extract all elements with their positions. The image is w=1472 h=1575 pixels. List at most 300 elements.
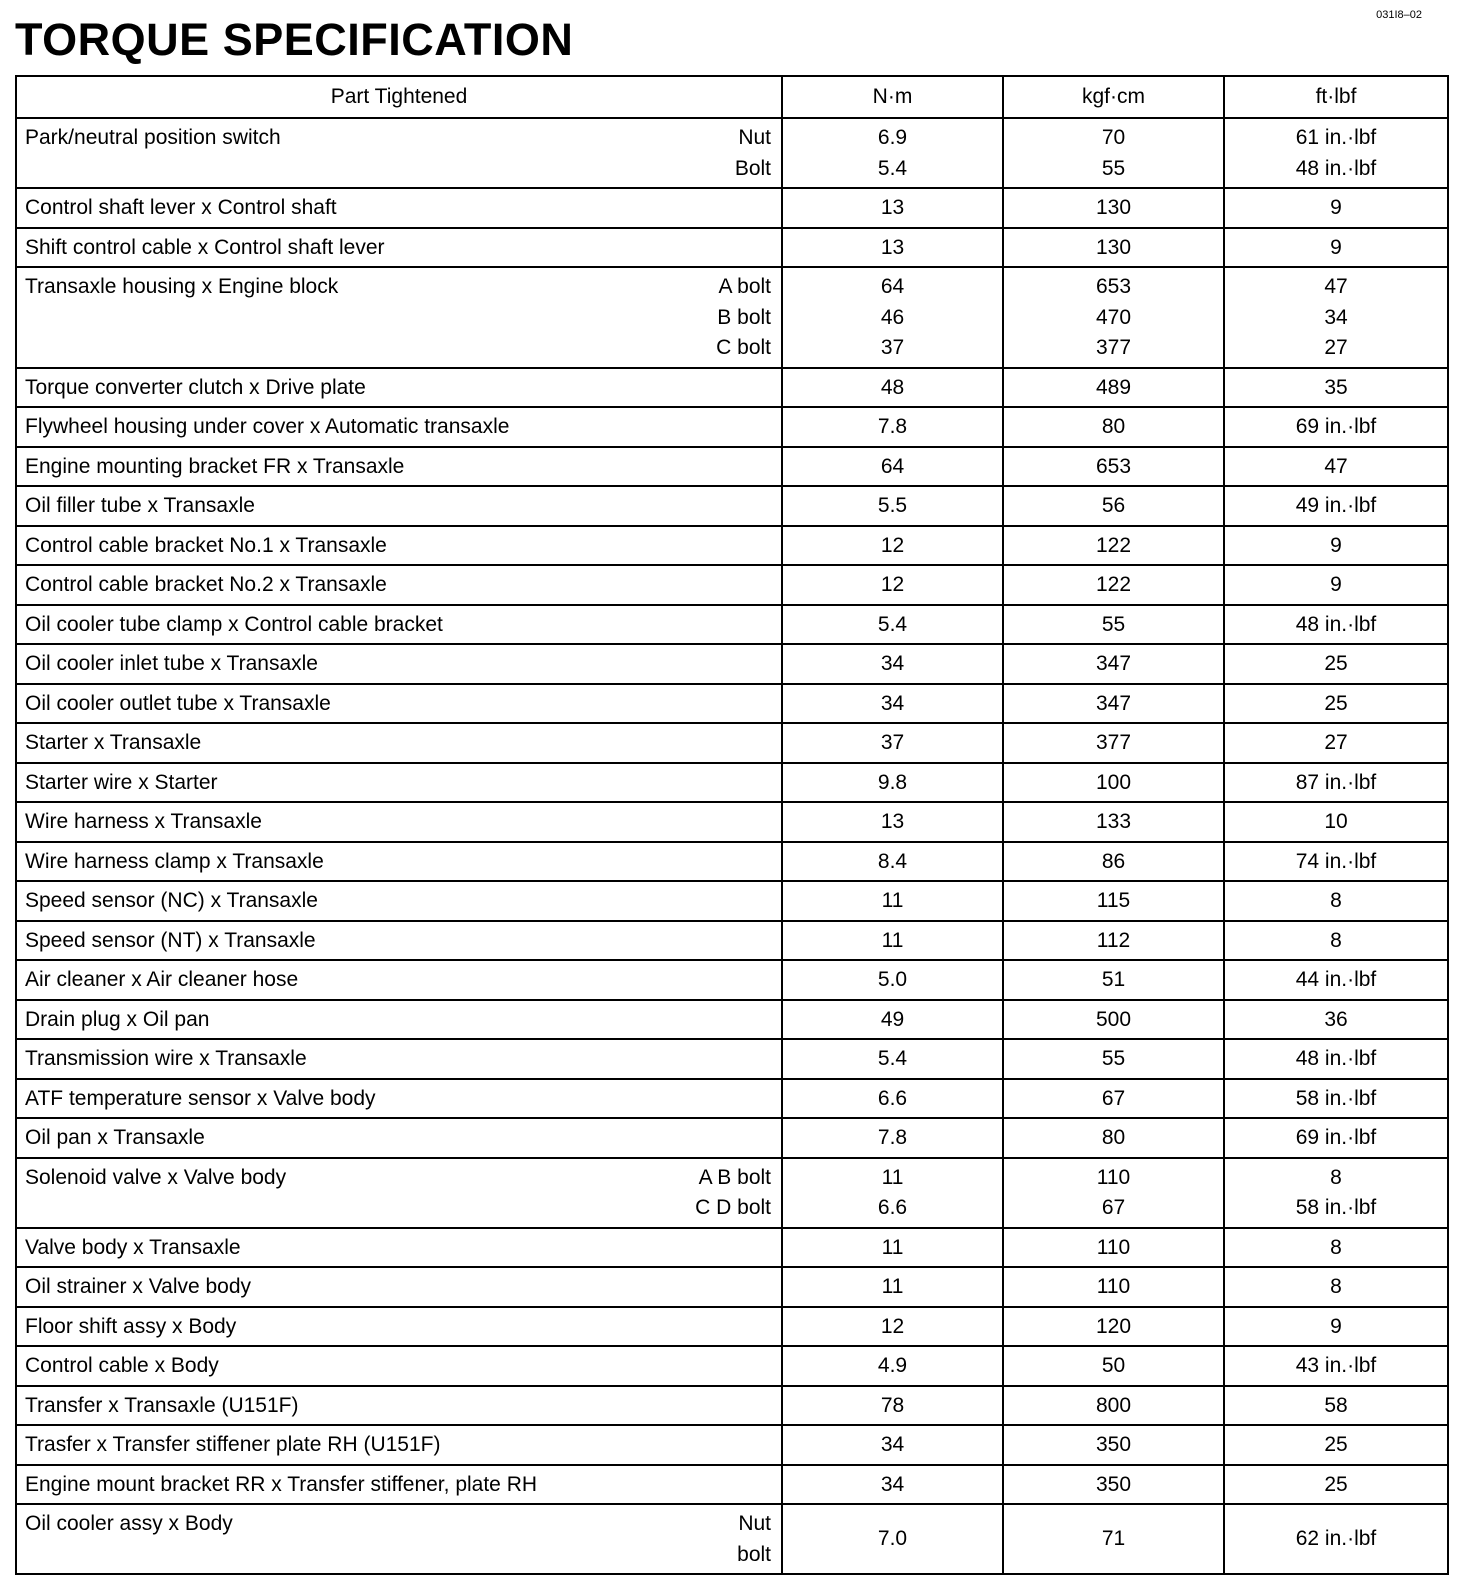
kgf-cm-cell [1003, 447, 1224, 487]
table-row [16, 1228, 1448, 1268]
kgf-cm-cell [1003, 842, 1224, 882]
nm-cell [782, 526, 1003, 566]
ft-lbf-cell [1224, 1039, 1448, 1079]
torque-value: 9 [1330, 533, 1342, 557]
torque-value: 5.4 [877, 612, 908, 636]
torque-value: 11 [881, 928, 904, 952]
torque-value: 9.8 [877, 770, 908, 794]
nm-cell [782, 1079, 1003, 1119]
torque-value: 122 [1095, 533, 1132, 557]
ft-lbf-cell [1224, 228, 1448, 268]
part-cell [16, 228, 782, 268]
nm-cell [782, 802, 1003, 842]
ft-lbf-cell [1224, 447, 1448, 487]
kgf-cm-cell [1003, 228, 1224, 268]
part-name: Oil strainer x Valve body [25, 1275, 252, 1298]
torque-value: 55 [1101, 156, 1126, 180]
kgf-cm-cell [1003, 802, 1224, 842]
part-name: Starter wire x Starter [25, 770, 218, 794]
table-row [16, 526, 1448, 566]
part-name: Oil pan x Transaxle [25, 1126, 205, 1149]
part-name: Air cleaner x Air cleaner hose [25, 968, 299, 991]
fastener-label: B bolt [717, 305, 771, 329]
part-cell [16, 644, 782, 684]
torque-value: 58 [1324, 1393, 1348, 1417]
torque-value: 130 [1095, 235, 1132, 259]
torque-value: 25 [1324, 652, 1348, 675]
kgf-cm-cell [1003, 881, 1224, 921]
spacer [25, 154, 773, 185]
part-name: Transaxle housing x Engine block [25, 275, 339, 298]
table-row [16, 447, 1448, 487]
torque-value: 34 [1324, 305, 1348, 329]
part-name: Starter x Transaxle [25, 731, 202, 754]
torque-value: 48 in.·lbf [1295, 1047, 1377, 1070]
nm-cell [782, 188, 1003, 228]
ft-lbf-cell [1224, 1346, 1448, 1386]
nm-cell [782, 1000, 1003, 1040]
torque-value: 6.9 [877, 126, 908, 149]
part-name: Flywheel housing under cover x Automatic transaxle [25, 415, 510, 438]
torque-value: 115 [1096, 889, 1131, 912]
torque-value: 62 in.·lbf [1295, 1527, 1377, 1551]
ft-lbf-cell [1224, 723, 1448, 763]
nm-cell [782, 644, 1003, 684]
fastener-label: Bolt [734, 156, 771, 180]
torque-value: 130 [1095, 196, 1132, 219]
table-row [16, 118, 1448, 188]
torque-value: 12 [880, 1314, 905, 1338]
part-name: Control shaft lever x Control shaft [25, 196, 337, 219]
nm-cell [782, 605, 1003, 645]
ft-lbf-cell [1224, 1079, 1448, 1119]
nm-cell [782, 1346, 1003, 1386]
torque-value: 11 [881, 1235, 904, 1259]
part-name: Speed sensor (NT) x Transaxle [25, 928, 316, 952]
ft-lbf-cell [1224, 644, 1448, 684]
part-name: Engine mounting bracket FR x Transaxle [25, 454, 405, 478]
ft-lbf-cell [1224, 526, 1448, 566]
torque-value: 13 [880, 810, 905, 833]
torque-value: 36 [1324, 1007, 1348, 1031]
part-name: ATF temperature sensor x Valve body [25, 1086, 376, 1110]
table-row [16, 228, 1448, 268]
nm-cell [782, 1039, 1003, 1079]
table-row [16, 723, 1448, 763]
part-name: Control cable bracket No.2 x Transaxle [25, 573, 387, 596]
torque-value: 4.9 [877, 1354, 908, 1377]
part-cell [16, 1307, 782, 1347]
torque-value: 350 [1095, 1472, 1132, 1496]
torque-value: 55 [1101, 1047, 1126, 1070]
ft-lbf-cell [1224, 118, 1448, 188]
ft-lbf-cell [1224, 1158, 1448, 1228]
table-row [16, 1000, 1448, 1040]
kgf-cm-cell [1003, 1118, 1224, 1158]
part-name: Trasfer x Transfer stiffener plate RH (U151F) [25, 1433, 441, 1456]
kgf-cm-cell [1003, 1228, 1224, 1268]
torque-value: 86 [1101, 849, 1126, 873]
kgf-cm-cell [1003, 1307, 1224, 1347]
part-cell [16, 368, 782, 408]
torque-value: 67 [1101, 1196, 1126, 1219]
part-name: Control cable x Body [25, 1354, 219, 1377]
torque-value: 110 [1096, 1235, 1131, 1259]
part-name: Oil cooler outlet tube x Transaxle [25, 691, 331, 715]
table-row [16, 1158, 1448, 1228]
nm-cell [782, 1386, 1003, 1426]
table-row [16, 921, 1448, 961]
spacer [25, 303, 773, 334]
part-cell [16, 1465, 782, 1505]
fastener-labels [735, 123, 771, 184]
part-cell [16, 921, 782, 961]
torque-value: 58 in.·lbf [1295, 1196, 1377, 1219]
part-cell [16, 960, 782, 1000]
torque-value: 8 [1330, 889, 1342, 912]
kgf-cm-cell [1003, 486, 1224, 526]
ft-lbf-cell [1224, 960, 1448, 1000]
torque-value: 11 [881, 889, 904, 912]
part-cell [16, 565, 782, 605]
torque-value: 347 [1095, 652, 1132, 675]
spacer [25, 1540, 773, 1571]
table-row [16, 960, 1448, 1000]
torque-value: 8 [1330, 1235, 1342, 1259]
torque-value: 25 [1324, 1472, 1348, 1496]
part-name: Oil cooler inlet tube x Transaxle [25, 652, 318, 675]
document-code: 031I8–02 [1376, 9, 1422, 21]
kgf-cm-cell [1003, 407, 1224, 447]
part-cell [16, 1504, 782, 1574]
torque-value: 64 [880, 275, 905, 298]
table-row [16, 1425, 1448, 1465]
nm-cell [782, 1465, 1003, 1505]
table-row [16, 605, 1448, 645]
torque-value: 653 [1095, 275, 1132, 298]
nm-cell [782, 486, 1003, 526]
torque-value: 34 [880, 652, 905, 675]
torque-value: 48 in.·lbf [1295, 156, 1377, 180]
spacer [25, 333, 773, 364]
part-name: Engine mount bracket RR x Transfer stiffener, plate RH [25, 1472, 538, 1496]
torque-value: 110 [1096, 1275, 1131, 1298]
part-cell [16, 881, 782, 921]
torque-value: 56 [1101, 494, 1126, 517]
torque-value: 122 [1095, 573, 1132, 596]
table-row [16, 1386, 1448, 1426]
torque-value: 50 [1101, 1354, 1126, 1377]
torque-value: 8 [1330, 1165, 1342, 1189]
part-cell [16, 1267, 782, 1307]
nm-cell [782, 842, 1003, 882]
fastener-label: C bolt [716, 336, 771, 359]
ft-lbf-cell [1224, 565, 1448, 605]
torque-value: 78 [880, 1393, 905, 1417]
nm-cell [782, 1504, 1003, 1574]
nm-cell [782, 723, 1003, 763]
fastener-label: A B bolt [698, 1165, 771, 1189]
part-name: Shift control cable x Control shaft lever [25, 235, 385, 259]
torque-value: 112 [1096, 928, 1131, 952]
table-row [16, 486, 1448, 526]
nm-cell [782, 1118, 1003, 1158]
kgf-cm-cell [1003, 1079, 1224, 1119]
part-name: Transmission wire x Transaxle [25, 1047, 307, 1070]
ft-lbf-cell [1224, 188, 1448, 228]
part-name: Wire harness x Transaxle [25, 810, 262, 833]
torque-value: 500 [1095, 1007, 1132, 1031]
part-cell [16, 188, 782, 228]
part-cell [16, 1158, 782, 1228]
torque-value: 69 in.·lbf [1295, 415, 1377, 438]
part-cell [16, 486, 782, 526]
part-cell [16, 802, 782, 842]
nm-cell [782, 118, 1003, 188]
fastener-label: bolt [737, 1542, 771, 1566]
table-row [16, 1465, 1448, 1505]
torque-value: 11 [881, 1165, 904, 1189]
torque-value: 8 [1330, 928, 1342, 952]
part-cell [16, 723, 782, 763]
fastener-labels [695, 1163, 771, 1224]
ft-lbf-cell [1224, 802, 1448, 842]
torque-value: 5.5 [877, 494, 908, 517]
torque-value: 43 in.·lbf [1295, 1354, 1377, 1377]
torque-value: 5.4 [877, 156, 908, 180]
kgf-cm-cell [1003, 267, 1224, 368]
nm-cell [782, 684, 1003, 724]
part-name: Floor shift assy x Body [25, 1314, 237, 1338]
part-cell [16, 842, 782, 882]
torque-value: 35 [1324, 375, 1348, 399]
kgf-cm-cell [1003, 526, 1224, 566]
torque-value: 653 [1095, 454, 1132, 478]
torque-value: 7.8 [877, 1126, 908, 1149]
kgf-cm-cell [1003, 1039, 1224, 1079]
part-name: Transfer x Transaxle (U151F) [25, 1393, 299, 1417]
header-ft-lbf: ft·lbf [1224, 76, 1448, 118]
torque-value: 133 [1095, 810, 1132, 833]
part-cell [16, 1039, 782, 1079]
part-name: Wire harness clamp x Transaxle [25, 849, 324, 873]
kgf-cm-cell [1003, 960, 1224, 1000]
kgf-cm-cell [1003, 1504, 1224, 1574]
nm-cell [782, 1425, 1003, 1465]
part-name: Park/neutral position switch [25, 126, 281, 149]
fastener-label: A bolt [718, 275, 771, 298]
torque-value: 69 in.·lbf [1295, 1126, 1377, 1149]
part-name: Speed sensor (NC) x Transaxle [25, 889, 318, 912]
kgf-cm-cell [1003, 1267, 1224, 1307]
fastener-labels [716, 272, 771, 364]
kgf-cm-cell [1003, 188, 1224, 228]
torque-value: 34 [880, 1433, 905, 1456]
table-header-row [16, 76, 1448, 118]
torque-value: 48 in.·lbf [1295, 612, 1377, 636]
table-row [16, 188, 1448, 228]
part-cell [16, 1346, 782, 1386]
part-name: Torque converter clutch x Drive plate [25, 375, 366, 399]
ft-lbf-cell [1224, 921, 1448, 961]
torque-value: 110 [1096, 1165, 1131, 1189]
kgf-cm-cell [1003, 1465, 1224, 1505]
ft-lbf-cell [1224, 1425, 1448, 1465]
part-cell [16, 267, 782, 368]
torque-value: 46 [880, 305, 905, 329]
kgf-cm-cell [1003, 921, 1224, 961]
part-cell [16, 526, 782, 566]
torque-value: 8.4 [877, 849, 908, 873]
table-row [16, 881, 1448, 921]
torque-value: 9 [1330, 573, 1342, 596]
torque-value: 49 [880, 1007, 905, 1031]
nm-cell [782, 447, 1003, 487]
torque-value: 25 [1324, 691, 1348, 715]
nm-cell [782, 228, 1003, 268]
part-name: Oil cooler assy x Body [25, 1512, 233, 1535]
torque-value: 377 [1095, 336, 1132, 359]
kgf-cm-cell [1003, 684, 1224, 724]
part-cell [16, 1000, 782, 1040]
table-row [16, 1118, 1448, 1158]
ft-lbf-cell [1224, 1386, 1448, 1426]
torque-value: 37 [880, 336, 905, 359]
kgf-cm-cell [1003, 368, 1224, 408]
torque-value: 64 [880, 454, 905, 478]
ft-lbf-cell [1224, 1465, 1448, 1505]
nm-cell [782, 763, 1003, 803]
header-kgf-cm: kgf·cm [1003, 76, 1224, 118]
torque-value: 7.8 [877, 415, 908, 438]
torque-value: 470 [1095, 305, 1132, 329]
torque-value: 27 [1324, 336, 1348, 359]
torque-value: 61 in.·lbf [1295, 126, 1377, 149]
torque-value: 80 [1101, 415, 1126, 438]
torque-value: 47 [1324, 275, 1348, 298]
ft-lbf-cell [1224, 1307, 1448, 1347]
ft-lbf-cell [1224, 842, 1448, 882]
part-cell [16, 684, 782, 724]
torque-value: 377 [1095, 731, 1132, 754]
torque-value: 27 [1324, 731, 1348, 754]
table-row [16, 1346, 1448, 1386]
nm-cell [782, 267, 1003, 368]
torque-value: 120 [1095, 1314, 1132, 1338]
nm-cell [782, 1267, 1003, 1307]
kgf-cm-cell [1003, 1158, 1224, 1228]
torque-value: 34 [880, 691, 905, 715]
torque-value: 800 [1095, 1393, 1132, 1417]
header-part-tightened: Part Tightened [16, 76, 782, 118]
nm-cell [782, 1158, 1003, 1228]
table-row [16, 1504, 1448, 1574]
table-row [16, 1307, 1448, 1347]
ft-lbf-cell [1224, 267, 1448, 368]
nm-cell [782, 921, 1003, 961]
header-nm: N·m [782, 76, 1003, 118]
ft-lbf-cell [1224, 368, 1448, 408]
kgf-cm-cell [1003, 565, 1224, 605]
torque-value: 9 [1330, 1314, 1342, 1338]
ft-lbf-cell [1224, 1000, 1448, 1040]
nm-cell [782, 565, 1003, 605]
table-row [16, 1079, 1448, 1119]
ft-lbf-cell [1224, 881, 1448, 921]
torque-value: 55 [1101, 612, 1126, 636]
ft-lbf-cell [1224, 763, 1448, 803]
torque-value: 67 [1101, 1086, 1126, 1110]
part-cell [16, 447, 782, 487]
part-name: Control cable bracket No.1 x Transaxle [25, 533, 387, 557]
ft-lbf-cell [1224, 407, 1448, 447]
table-row [16, 1267, 1448, 1307]
table-row [16, 802, 1448, 842]
torque-value: 80 [1101, 1126, 1126, 1149]
nm-cell [782, 960, 1003, 1000]
part-name: Oil cooler tube clamp x Control cable bracket [25, 612, 443, 636]
part-cell [16, 1386, 782, 1426]
ft-lbf-cell [1224, 1267, 1448, 1307]
table-body [16, 118, 1448, 1574]
torque-value: 350 [1095, 1433, 1132, 1456]
fastener-labels [737, 1509, 771, 1570]
torque-value: 49 in.·lbf [1295, 494, 1377, 517]
table-row [16, 565, 1448, 605]
nm-cell [782, 368, 1003, 408]
table-row [16, 267, 1448, 368]
torque-table [15, 75, 1449, 1575]
page-title: TORQUE SPECIFICATION [15, 14, 574, 65]
torque-value: 70 [1101, 126, 1126, 149]
torque-value: 34 [880, 1472, 905, 1496]
nm-cell [782, 1228, 1003, 1268]
kgf-cm-cell [1003, 605, 1224, 645]
torque-value: 58 in.·lbf [1295, 1086, 1377, 1110]
part-cell [16, 1118, 782, 1158]
torque-value: 44 in.·lbf [1295, 968, 1377, 991]
part-cell [16, 407, 782, 447]
table-row [16, 1039, 1448, 1079]
torque-value: 9 [1330, 235, 1342, 259]
kgf-cm-cell [1003, 1000, 1224, 1040]
nm-cell [782, 1307, 1003, 1347]
ft-lbf-cell [1224, 605, 1448, 645]
kgf-cm-cell [1003, 1346, 1224, 1386]
torque-value: 11 [881, 1275, 904, 1298]
part-cell [16, 763, 782, 803]
torque-value: 5.0 [877, 968, 908, 991]
part-name: Drain plug x Oil pan [25, 1007, 210, 1031]
fastener-label: C D bolt [695, 1196, 771, 1219]
torque-value: 12 [880, 533, 905, 557]
kgf-cm-cell [1003, 1425, 1224, 1465]
torque-value: 37 [880, 731, 905, 754]
kgf-cm-cell [1003, 118, 1224, 188]
part-cell [16, 1079, 782, 1119]
torque-value: 100 [1095, 770, 1132, 794]
table-row [16, 842, 1448, 882]
nm-cell [782, 407, 1003, 447]
nm-cell [782, 881, 1003, 921]
kgf-cm-cell [1003, 644, 1224, 684]
ft-lbf-cell [1224, 486, 1448, 526]
ft-lbf-cell [1224, 684, 1448, 724]
torque-value: 71 [1101, 1527, 1126, 1551]
kgf-cm-cell [1003, 763, 1224, 803]
torque-value: 25 [1324, 1433, 1348, 1456]
part-name: Valve body x Transaxle [25, 1235, 241, 1259]
